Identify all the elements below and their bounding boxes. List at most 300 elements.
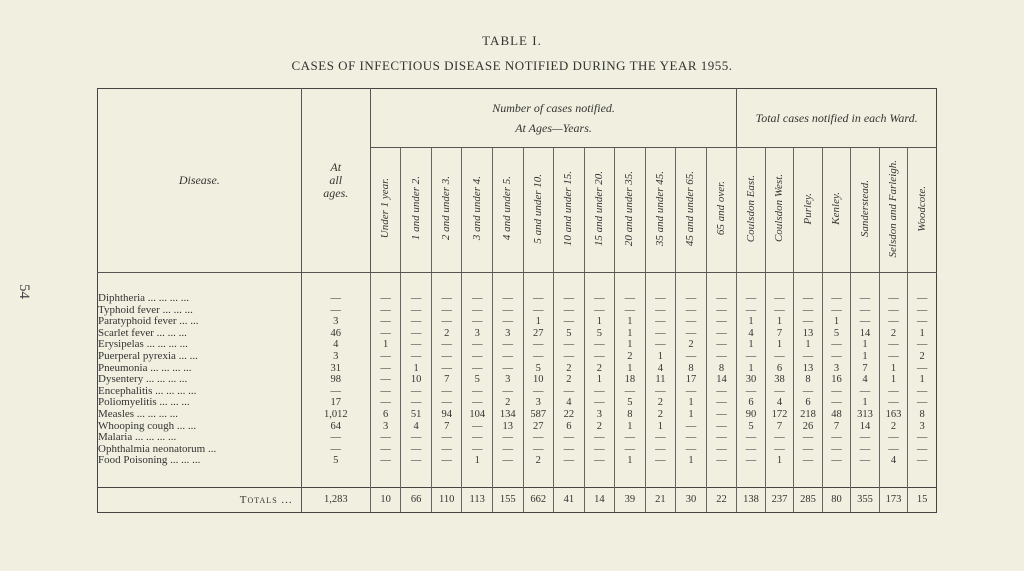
age-value: — xyxy=(584,305,615,317)
header-age-col: 65 and over. xyxy=(706,148,737,273)
age-value: — xyxy=(554,455,585,467)
table-row xyxy=(98,421,937,433)
age-value: 22 xyxy=(554,409,585,421)
header-ward-col: Coulsdon West. xyxy=(765,148,794,273)
header-ward-col: Woodcote. xyxy=(908,148,937,273)
totals-age-value: 22 xyxy=(706,487,737,512)
ward-value: 13 xyxy=(794,328,823,340)
age-value: — xyxy=(554,386,585,398)
age-value: — xyxy=(431,455,462,467)
age-value: — xyxy=(493,432,524,444)
age-value: — xyxy=(523,444,554,456)
disease-name: Paratyphoid fever ... ... xyxy=(98,316,302,328)
ward-value: — xyxy=(851,444,880,456)
ward-value: — xyxy=(851,305,880,317)
age-value: 1 xyxy=(523,316,554,328)
age-value: — xyxy=(431,316,462,328)
all-ages-value: 5 xyxy=(301,455,370,467)
age-value: 3 xyxy=(584,409,615,421)
age-value: — xyxy=(584,293,615,305)
ward-value: — xyxy=(908,316,937,328)
age-value: 1 xyxy=(676,455,707,467)
age-value: 1 xyxy=(462,455,493,467)
ward-value: — xyxy=(908,455,937,467)
all-ages-value: 17 xyxy=(301,397,370,409)
totals-age-value: 10 xyxy=(370,487,401,512)
age-value: — xyxy=(493,386,524,398)
ward-value: 1 xyxy=(737,316,766,328)
age-value: — xyxy=(645,339,676,351)
ward-value: — xyxy=(737,432,766,444)
ward-value: — xyxy=(822,293,851,305)
age-value: — xyxy=(431,444,462,456)
disease-name: Malaria ... ... ... ... xyxy=(98,432,302,444)
header-all-ages: At all ages. xyxy=(301,89,370,273)
ward-value: — xyxy=(851,293,880,305)
age-value: 1 xyxy=(615,421,646,433)
disease-name: Measles ... ... ... ... xyxy=(98,409,302,421)
totals-ward-value: 15 xyxy=(908,487,937,512)
age-value: 2 xyxy=(523,455,554,467)
table-row xyxy=(98,374,937,386)
ward-value: 2 xyxy=(879,421,908,433)
age-value: — xyxy=(493,316,524,328)
header-age-col: 20 and under 35. xyxy=(615,148,646,273)
ward-value: — xyxy=(879,351,908,363)
ward-value: 4 xyxy=(851,374,880,386)
age-value: — xyxy=(645,305,676,317)
age-value: — xyxy=(462,421,493,433)
age-value: 1 xyxy=(615,363,646,375)
ward-value: — xyxy=(765,432,794,444)
age-value: — xyxy=(370,316,401,328)
ward-value: 48 xyxy=(822,409,851,421)
age-value: — xyxy=(676,386,707,398)
all-ages-value: 98 xyxy=(301,374,370,386)
table-row xyxy=(98,351,937,363)
age-value: 2 xyxy=(493,397,524,409)
ward-value: — xyxy=(908,386,937,398)
ward-value: 1 xyxy=(794,339,823,351)
age-value: — xyxy=(584,339,615,351)
totals-age-value: 113 xyxy=(462,487,493,512)
age-value: — xyxy=(493,444,524,456)
age-value: 2 xyxy=(554,374,585,386)
ward-value: — xyxy=(908,305,937,317)
age-value: — xyxy=(706,444,737,456)
age-value: — xyxy=(462,339,493,351)
age-value: — xyxy=(401,455,432,467)
table-row xyxy=(98,293,937,305)
age-value: 1 xyxy=(645,351,676,363)
ward-value: — xyxy=(822,386,851,398)
age-value: — xyxy=(493,305,524,317)
ward-value: 313 xyxy=(851,409,880,421)
age-value: 11 xyxy=(645,374,676,386)
totals-age-value: 155 xyxy=(493,487,524,512)
age-value: — xyxy=(493,455,524,467)
all-ages-value: 31 xyxy=(301,363,370,375)
age-value: 1 xyxy=(584,316,615,328)
table-row xyxy=(98,305,937,317)
totals-age-value: 14 xyxy=(584,487,615,512)
age-value: — xyxy=(645,444,676,456)
ward-value: 1 xyxy=(737,339,766,351)
age-value: — xyxy=(523,339,554,351)
ward-value: 1 xyxy=(908,374,937,386)
age-value: — xyxy=(676,421,707,433)
ward-value: 1 xyxy=(737,363,766,375)
age-value: — xyxy=(462,351,493,363)
ward-value: 5 xyxy=(822,328,851,340)
ward-value: 7 xyxy=(822,421,851,433)
ward-value: 6 xyxy=(765,363,794,375)
ward-value: 1 xyxy=(851,339,880,351)
ward-value: 5 xyxy=(737,421,766,433)
totals-age-value: 41 xyxy=(554,487,585,512)
ward-value: 3 xyxy=(908,421,937,433)
totals-ward-value: 285 xyxy=(794,487,823,512)
ward-value: — xyxy=(765,305,794,317)
disease-name: Ophthalmia neonatorum ... xyxy=(98,444,302,456)
ward-value: — xyxy=(851,386,880,398)
age-value: 1 xyxy=(615,455,646,467)
all-ages-value: 46 xyxy=(301,328,370,340)
ward-value: — xyxy=(879,397,908,409)
age-value: 3 xyxy=(523,397,554,409)
disease-table xyxy=(97,88,937,513)
age-value: 27 xyxy=(523,328,554,340)
ward-value: 1 xyxy=(765,316,794,328)
ward-value: 1 xyxy=(879,374,908,386)
table-row xyxy=(98,316,937,328)
age-value: 3 xyxy=(370,421,401,433)
disease-name: Diphtheria ... ... ... ... xyxy=(98,293,302,305)
age-value: — xyxy=(370,374,401,386)
ward-value: — xyxy=(794,444,823,456)
disease-name: Encephalitis ... ... ... ... xyxy=(98,386,302,398)
age-value: 2 xyxy=(645,409,676,421)
age-value: — xyxy=(493,351,524,363)
age-value: — xyxy=(706,305,737,317)
ward-value: 3 xyxy=(822,363,851,375)
ward-value: 1 xyxy=(765,339,794,351)
disease-name: Food Poisoning ... ... ... xyxy=(98,455,302,467)
ward-value: — xyxy=(908,363,937,375)
ward-value: — xyxy=(794,386,823,398)
ward-value: — xyxy=(879,432,908,444)
ward-value: — xyxy=(794,293,823,305)
ward-value: 1 xyxy=(851,351,880,363)
age-value: 8 xyxy=(706,363,737,375)
age-value: — xyxy=(676,293,707,305)
totals-age-value: 66 xyxy=(401,487,432,512)
age-value: 5 xyxy=(554,328,585,340)
ward-value: 90 xyxy=(737,409,766,421)
ward-value: 4 xyxy=(765,397,794,409)
ward-value: — xyxy=(879,386,908,398)
totals-ward-value: 138 xyxy=(737,487,766,512)
ward-value: — xyxy=(908,432,937,444)
age-value: — xyxy=(554,316,585,328)
ward-value: — xyxy=(822,397,851,409)
age-value: — xyxy=(615,386,646,398)
age-value: — xyxy=(706,328,737,340)
all-ages-value: — xyxy=(301,386,370,398)
all-ages-value: 4 xyxy=(301,339,370,351)
age-value: 1 xyxy=(676,397,707,409)
ward-value: — xyxy=(879,293,908,305)
age-value: — xyxy=(584,397,615,409)
age-value: — xyxy=(493,339,524,351)
ward-value: — xyxy=(879,444,908,456)
age-value: — xyxy=(584,351,615,363)
disease-name: Scarlet fever ... ... ... xyxy=(98,328,302,340)
ward-value: 218 xyxy=(794,409,823,421)
age-value: — xyxy=(523,293,554,305)
table-row xyxy=(98,328,937,340)
age-value: 7 xyxy=(431,374,462,386)
ward-value: — xyxy=(822,351,851,363)
ward-value: — xyxy=(851,432,880,444)
ward-value: 6 xyxy=(737,397,766,409)
age-value: — xyxy=(431,293,462,305)
header-ward-group: Total cases notified in each Ward. xyxy=(737,89,937,148)
header-age-col: 5 and under 10. xyxy=(523,148,554,273)
age-value: — xyxy=(554,432,585,444)
ward-value: 16 xyxy=(822,374,851,386)
age-value: 14 xyxy=(706,374,737,386)
all-ages-value: 64 xyxy=(301,421,370,433)
age-value: 2 xyxy=(431,328,462,340)
totals-row xyxy=(98,487,937,512)
totals-age-value: 39 xyxy=(615,487,646,512)
ward-value: — xyxy=(908,444,937,456)
ward-value: — xyxy=(737,386,766,398)
header-age-col: 3 and under 4. xyxy=(462,148,493,273)
totals-label: Totals ... xyxy=(98,487,302,512)
ward-value: 8 xyxy=(794,374,823,386)
age-value: 13 xyxy=(493,421,524,433)
ward-value: — xyxy=(822,455,851,467)
disease-name: Typhoid fever ... ... ... xyxy=(98,305,302,317)
age-value: — xyxy=(554,351,585,363)
age-value: — xyxy=(401,305,432,317)
all-ages-value: — xyxy=(301,444,370,456)
age-value: — xyxy=(370,397,401,409)
age-value: — xyxy=(431,397,462,409)
age-value: 10 xyxy=(401,374,432,386)
disease-name: Poliomyelitis ... ... ... xyxy=(98,397,302,409)
ward-value: — xyxy=(851,316,880,328)
age-value: — xyxy=(462,432,493,444)
age-value: — xyxy=(615,305,646,317)
age-value: — xyxy=(706,409,737,421)
totals-age-value: 30 xyxy=(676,487,707,512)
ward-value: 2 xyxy=(879,328,908,340)
age-value: — xyxy=(462,444,493,456)
age-value: — xyxy=(493,363,524,375)
age-value: — xyxy=(431,351,462,363)
age-value: — xyxy=(554,293,585,305)
ward-value: 8 xyxy=(908,409,937,421)
age-value: — xyxy=(554,339,585,351)
ward-value: — xyxy=(765,351,794,363)
age-value: — xyxy=(645,386,676,398)
all-ages-value: — xyxy=(301,432,370,444)
ward-value: 4 xyxy=(879,455,908,467)
age-value: 51 xyxy=(401,409,432,421)
age-value: 8 xyxy=(615,409,646,421)
ward-value: 4 xyxy=(737,328,766,340)
table-subtitle: CASES OF INFECTIOUS DISEASE NOTIFIED DURING THE YEAR 1955. xyxy=(291,58,733,73)
age-value: — xyxy=(645,455,676,467)
table-row xyxy=(98,432,937,444)
ward-value: — xyxy=(737,444,766,456)
ward-value: — xyxy=(794,432,823,444)
age-value: — xyxy=(706,351,737,363)
table-row xyxy=(98,339,937,351)
ward-value: 26 xyxy=(794,421,823,433)
table-row xyxy=(98,455,937,467)
header-age-col: 2 and under 3. xyxy=(431,148,462,273)
age-value: — xyxy=(370,444,401,456)
age-value: — xyxy=(401,293,432,305)
age-value: 1 xyxy=(676,409,707,421)
age-value: 5 xyxy=(462,374,493,386)
ward-value: 14 xyxy=(851,328,880,340)
header-age-col: 10 and under 15. xyxy=(554,148,585,273)
age-value: — xyxy=(401,397,432,409)
age-value: — xyxy=(706,421,737,433)
header-ward-col: Sanderstead. xyxy=(851,148,880,273)
ward-value: — xyxy=(822,432,851,444)
age-value: — xyxy=(370,305,401,317)
age-value: — xyxy=(401,316,432,328)
totals-age-value: 662 xyxy=(523,487,554,512)
age-value: 3 xyxy=(493,374,524,386)
disease-name: Whooping cough ... ... xyxy=(98,421,302,433)
table-row xyxy=(98,409,937,421)
age-value: 2 xyxy=(554,363,585,375)
header-ward-col: Kenley. xyxy=(822,148,851,273)
age-value: — xyxy=(706,386,737,398)
ward-value: — xyxy=(851,455,880,467)
age-value: — xyxy=(645,432,676,444)
age-value: — xyxy=(462,363,493,375)
age-value: 1 xyxy=(584,374,615,386)
ward-value: — xyxy=(822,339,851,351)
disease-name: Erysipelas ... ... ... ... xyxy=(98,339,302,351)
totals-age-value: 21 xyxy=(645,487,676,512)
age-value: — xyxy=(706,432,737,444)
age-value: — xyxy=(431,432,462,444)
age-value: — xyxy=(370,293,401,305)
table-row xyxy=(98,386,937,398)
age-value: 2 xyxy=(584,363,615,375)
all-ages-value: 3 xyxy=(301,351,370,363)
age-value: — xyxy=(370,363,401,375)
age-value: 18 xyxy=(615,374,646,386)
age-value: — xyxy=(676,316,707,328)
age-value: — xyxy=(554,305,585,317)
age-value: — xyxy=(462,386,493,398)
age-value: — xyxy=(431,386,462,398)
ward-value: — xyxy=(794,351,823,363)
all-ages-value: 3 xyxy=(301,316,370,328)
age-value: — xyxy=(615,432,646,444)
age-value: 1 xyxy=(615,339,646,351)
header-age-col: 45 and under 65. xyxy=(676,148,707,273)
table-row xyxy=(98,444,937,456)
age-value: 5 xyxy=(615,397,646,409)
ward-value: 6 xyxy=(794,397,823,409)
ward-value: — xyxy=(908,293,937,305)
disease-name: Dysentery ... ... ... ... xyxy=(98,374,302,386)
age-value: — xyxy=(676,328,707,340)
ward-value: — xyxy=(737,455,766,467)
totals-all-ages: 1,283 xyxy=(301,487,370,512)
age-value: — xyxy=(523,432,554,444)
ward-value: — xyxy=(879,305,908,317)
table-title: TABLE I. xyxy=(482,33,542,48)
ward-value: 38 xyxy=(765,374,794,386)
age-value: — xyxy=(676,351,707,363)
ward-value: — xyxy=(737,351,766,363)
age-value: — xyxy=(676,305,707,317)
ward-value: 1 xyxy=(851,397,880,409)
age-value: — xyxy=(615,293,646,305)
header-age-col: 4 and under 5. xyxy=(493,148,524,273)
age-value: — xyxy=(401,386,432,398)
totals-age-value: 110 xyxy=(431,487,462,512)
ward-value: 2 xyxy=(908,351,937,363)
disease-name: Puerperal pyrexia ... ... xyxy=(98,351,302,363)
all-ages-value: — xyxy=(301,305,370,317)
age-value: 1 xyxy=(615,328,646,340)
age-value: — xyxy=(401,328,432,340)
age-value: — xyxy=(431,305,462,317)
age-value: — xyxy=(370,328,401,340)
age-value: — xyxy=(401,432,432,444)
age-value: — xyxy=(462,293,493,305)
ward-value: — xyxy=(822,305,851,317)
age-value: 2 xyxy=(645,397,676,409)
age-value: — xyxy=(462,397,493,409)
age-value: 10 xyxy=(523,374,554,386)
age-value: 5 xyxy=(523,363,554,375)
totals-ward-value: 237 xyxy=(765,487,794,512)
age-value: — xyxy=(401,339,432,351)
table-row xyxy=(98,363,937,375)
age-value: — xyxy=(493,293,524,305)
age-value: 1 xyxy=(615,316,646,328)
age-value: 1 xyxy=(645,421,676,433)
ward-value: — xyxy=(765,386,794,398)
header-age-col: 1 and under 2. xyxy=(401,148,432,273)
totals-ward-value: 80 xyxy=(822,487,851,512)
age-value: — xyxy=(431,363,462,375)
age-value: 2 xyxy=(676,339,707,351)
age-value: — xyxy=(401,444,432,456)
ward-value: 163 xyxy=(879,409,908,421)
ward-value: 7 xyxy=(851,363,880,375)
ward-value: — xyxy=(822,444,851,456)
ward-value: 7 xyxy=(765,421,794,433)
header-disease: Disease. xyxy=(98,89,302,273)
age-value: 5 xyxy=(584,328,615,340)
age-value: — xyxy=(370,386,401,398)
